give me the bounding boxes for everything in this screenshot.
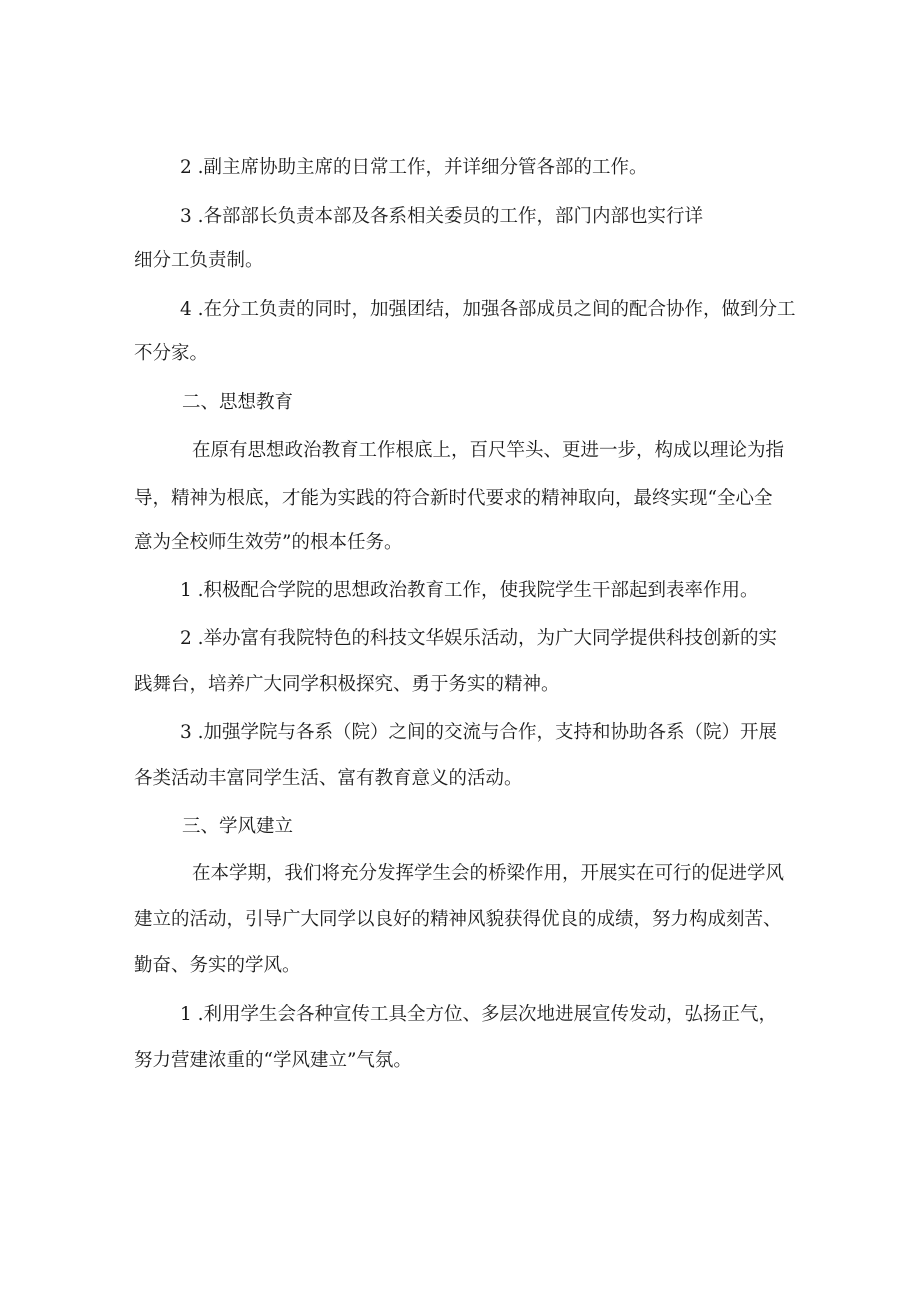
paragraph-line: 勤奋、务实的学风。	[134, 955, 301, 976]
paragraph-line: 细分工负责制。	[134, 250, 264, 271]
paragraph-line: 努力营建浓重的“学风建立”气氛。	[134, 1050, 412, 1071]
paragraph-line: 各类活动丰富同学生活、富有教育意义的活动。	[134, 768, 523, 789]
paragraph-line: 2 .举办富有我院特色的科技文华娱乐活动，为广大同学提供科技创新的实	[180, 628, 778, 649]
paragraph-line: 在原有思想政治教育工作根底上，百尺竿头、更进一步，构成以理论为指	[192, 440, 785, 461]
paragraph-line: 建立的活动，引导广大同学以良好的精神风貌获得优良的成绩，努力构成刻苦、	[134, 909, 782, 930]
paragraph-line: 1 .利用学生会各种宣传工具全方位、多层次地进展宣传发动，弘扬正气，	[180, 1004, 778, 1025]
paragraph-line: 导，精神为根底，才能为实践的符合新时代要求的精神取向，最终实现“全心全	[134, 488, 773, 509]
paragraph-line: 4 .在分工负责的同时，加强团结，加强各部成员之间的配合协作，做到分工	[180, 299, 796, 320]
heading-text: 三、学风建立	[182, 816, 294, 837]
heading-text: 二、思想教育	[182, 392, 294, 413]
paragraph-line: 意为全校师生效劳”的根本任务。	[134, 532, 403, 553]
paragraph-line: 2 .副主席协助主席的日常工作，并详细分管各部的工作。	[180, 157, 648, 178]
paragraph-line: 不分家。	[134, 343, 209, 364]
paragraph-line: 3 .加强学院与各系（院）之间的交流与合作，支持和协助各系（院）开展	[180, 722, 778, 743]
paragraph-line: 1 .积极配合学院的思想政治教育工作，使我院学生干部起到表率作用。	[180, 580, 759, 601]
paragraph-line: 在本学期，我们将充分发挥学生会的桥梁作用，开展实在可行的促进学风	[192, 863, 785, 884]
paragraph-line: 3 .各部部长负责本部及各系相关委员的工作，部门内部也实行详	[180, 206, 704, 227]
paragraph-line: 践舞台，培养广大同学积极探究、勇于务实的精神。	[134, 674, 560, 695]
